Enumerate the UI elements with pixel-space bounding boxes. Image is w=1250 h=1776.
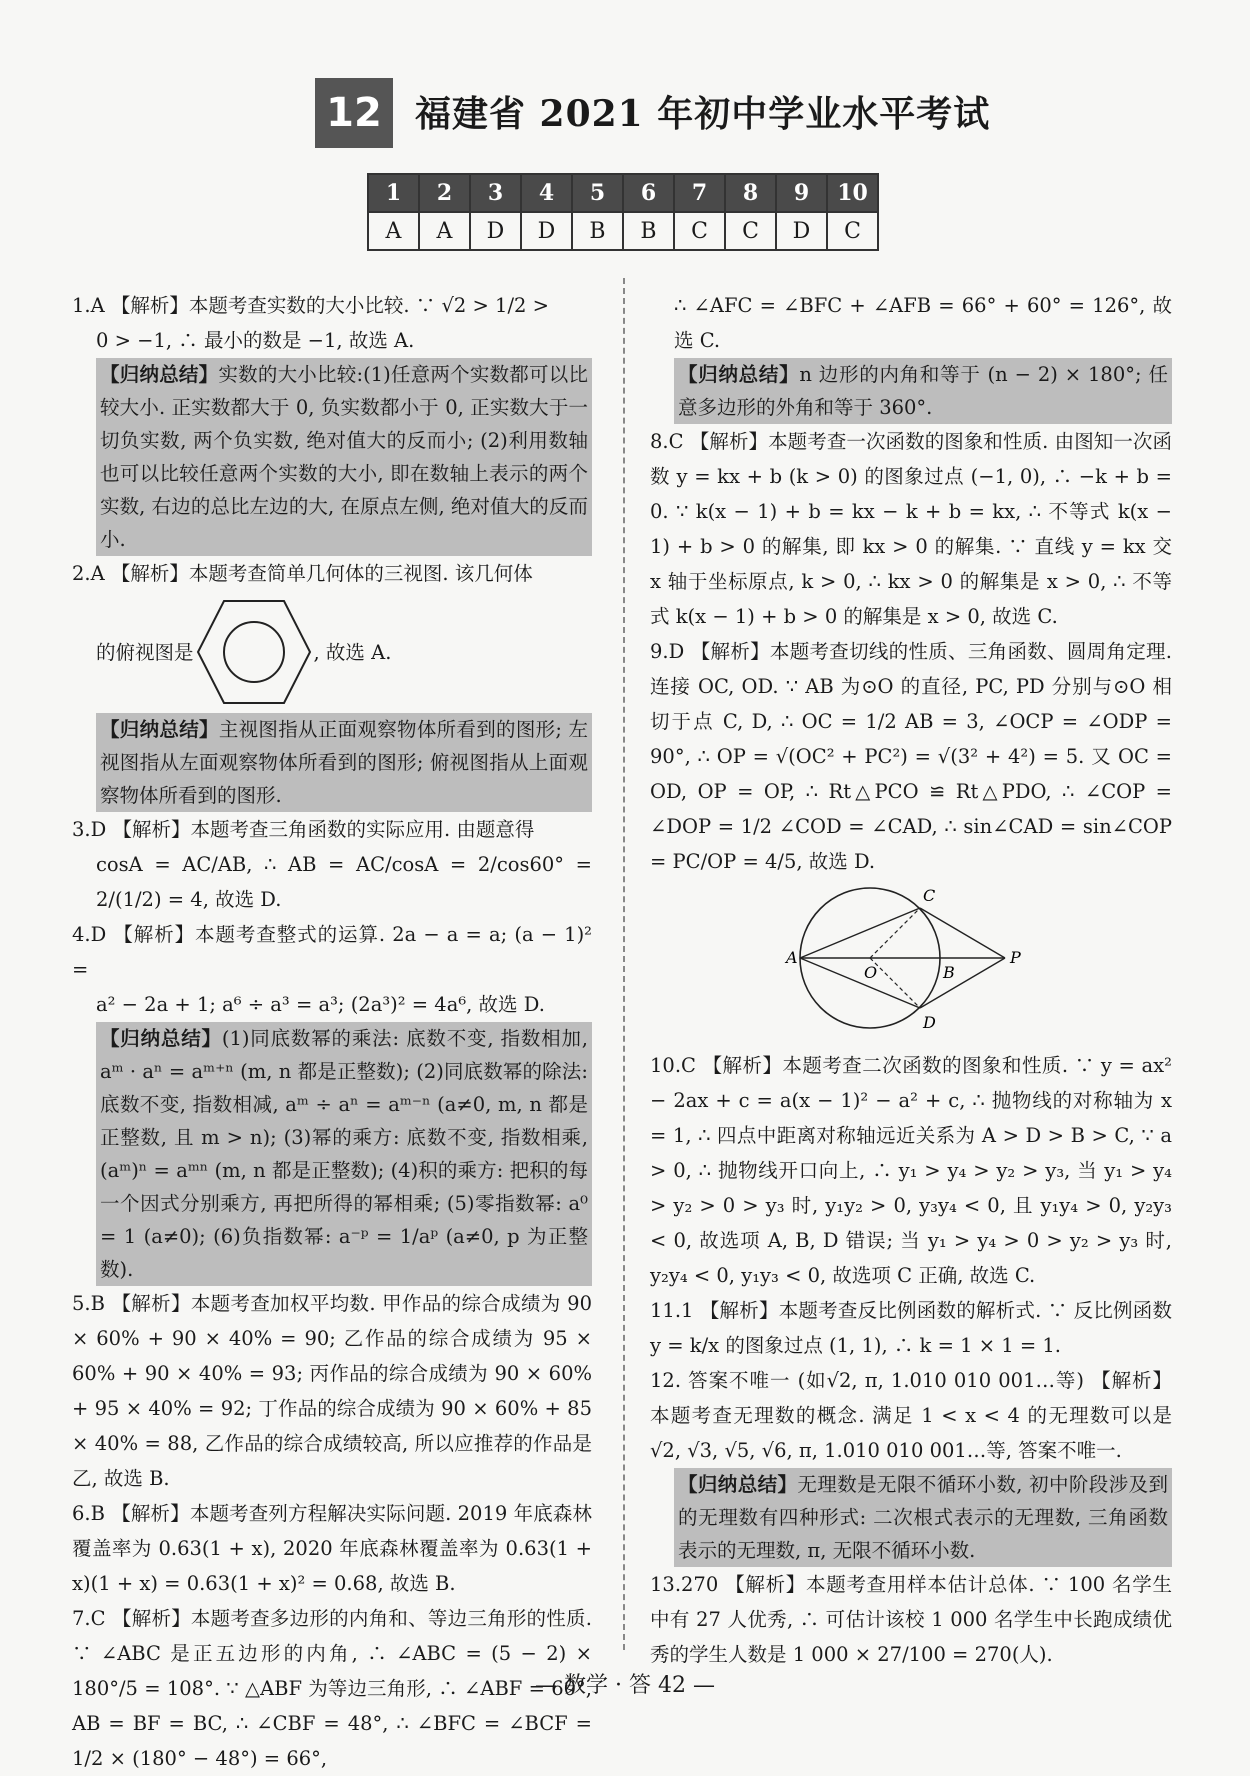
answer-table-answer-cell: A bbox=[419, 212, 470, 250]
summary-text: n 边形的内角和等于 (n − 2) × 180°; 任意多边形的外角和等于 360°. bbox=[678, 363, 1168, 419]
q2-text: 2.A 【解析】本题考查简单几何体的三视图. 该几何体 bbox=[72, 562, 533, 585]
label-c: C bbox=[923, 886, 936, 905]
label-p: P bbox=[1010, 948, 1021, 967]
column-divider bbox=[623, 278, 625, 1650]
answer-table-question-cell: 5 bbox=[572, 174, 623, 212]
label-d: D bbox=[923, 1013, 936, 1032]
answer-table-question-cell: 8 bbox=[725, 174, 776, 212]
answer-table-question-cell: 7 bbox=[674, 174, 725, 212]
q2-figure-row bbox=[96, 597, 592, 707]
q3-text-cont: cosA = AC/AB, ∴ AB = AC/cosA = 2/cos60° = 2/(1/2) = 4, 故选 D. bbox=[96, 853, 592, 911]
q12-text: 12. 答案不唯一 (如√2, π, 1.010 010 001…等) 【解析】本题考查无理数的概念. 满足 1 < x < 4 的无理数可以是 √2, √3, √5, √6, π, 1.010 010 001…等, 答案不唯一. bbox=[650, 1369, 1172, 1462]
hexagon-circle-figure bbox=[194, 597, 314, 707]
q6-text: 6.B 【解析】本题考查列方程解决实际问题. 2019 年底森林覆盖率为 0.63(1 + x), 2020 年底森林覆盖率为 0.63(1 + x)(1 + x) = 0.63(1 + x)² = 0.68, 故选 B. bbox=[72, 1502, 592, 1595]
answer-table-question-cell: 6 bbox=[623, 174, 674, 212]
answer-table-answer-cell: C bbox=[725, 212, 776, 250]
right-column bbox=[650, 288, 1172, 1672]
label-b: B bbox=[943, 963, 955, 982]
answer-table-answer-cell: C bbox=[827, 212, 878, 250]
q2-text-after: , 故选 A. bbox=[313, 640, 392, 664]
q2-summary bbox=[96, 713, 592, 812]
q8-text: 8.C 【解析】本题考查一次函数的图象和性质. 由图知一次函数 y = kx + b (k > 0) 的图象过点 (−1, 0), ∴ −k + b = 0. ∵ k(x − 1) + b = kx − k + b = kx, ∴ 不等式 k(x − 1) + b > 0 的解集, 即 kx > 0 的解集. ∵ 直线 y = kx 交 x 轴于坐标原点, k > 0, ∴ kx > 0 的解集是 x > 0, ∴ 不等式 k(x − 1) + b > 0 的解集是 x > 0, 故选 C. bbox=[650, 430, 1172, 628]
answer-table-answer-cell: C bbox=[674, 212, 725, 250]
q4-text: 4.D 【解析】本题考查整式的运算. 2a − a = a; (a − 1)² = bbox=[72, 923, 592, 981]
answer-table-question-cell: 2 bbox=[419, 174, 470, 212]
q5-text: 5.B 【解析】本题考查加权平均数. 甲作品的综合成绩为 90 × 60% + 90 × 40% = 90; 乙作品的综合成绩为 95 × 60% + 90 × 40% = 93; 丙作品的综合成绩为 90 × 60% + 95 × 40% = 92; 丁作品的综合成绩为 90 × 60% + 85 × 40% = 88, 乙作品的综合成绩较高, 所以应推荐的作品是乙, 故选 B. bbox=[72, 1292, 592, 1490]
q2-text-before: 的俯视图是 bbox=[96, 640, 194, 664]
answer-table-answer-cell: A bbox=[368, 212, 419, 250]
q11-text: 11.1 【解析】本题考查反比例函数的解析式. ∵ 反比例函数 y = k/x 的图象过点 (1, 1), ∴ k = 1 × 1 = 1. bbox=[650, 1299, 1172, 1357]
answer-table-row bbox=[368, 212, 878, 250]
page-footer: — 数学 · 答 42 — bbox=[535, 1673, 715, 1698]
answer-table-question-cell: 9 bbox=[776, 174, 827, 212]
answer-table-answer-cell: D bbox=[776, 212, 827, 250]
answer-table-question-cell: 10 bbox=[827, 174, 878, 212]
label-o: O bbox=[864, 963, 878, 982]
label-a: A bbox=[786, 948, 798, 967]
answer-table bbox=[367, 173, 879, 251]
summary-label: 【归纳总结】 bbox=[100, 363, 219, 386]
q1-text: 1.A 【解析】本题考查实数的大小比较. ∵ √2 > 1/2 > bbox=[72, 294, 549, 317]
q7-text-end: ∴ ∠AFC = ∠BFC + ∠AFB = 66° + 60° = 126°, 故选 C. bbox=[674, 294, 1172, 352]
q12-summary bbox=[674, 1468, 1172, 1567]
summary-text: (1)同底数幂的乘法: 底数不变, 指数相加, aᵐ · aⁿ = aᵐ⁺ⁿ (m, n 都是正整数); (2)同底数幂的除法: 底数不变, 指数相减, aᵐ ÷ aⁿ = aᵐ⁻ⁿ (a≠0, m, n 都是正整数, 且 m > n); (3)幂的乘方: 底数不变, 指数相乘, (aᵐ)ⁿ = aᵐⁿ (m, n 都是正整数); (4)积的乘方: 把积的每一个因式分别乘方, 再把所得的幂相乘; (5)零指数幂: a⁰ = 1 (a≠0); (6)负指数幂: a⁻ᵖ = 1/aᵖ (a≠0, p 为正整数). bbox=[100, 1027, 588, 1281]
answer-table-answer-cell: B bbox=[572, 212, 623, 250]
summary-label: 【归纳总结】 bbox=[100, 1027, 222, 1050]
circle-tangent-figure bbox=[780, 883, 1172, 1044]
answer-table-answer-cell: D bbox=[521, 212, 572, 250]
q9-text: 9.D 【解析】本题考查切线的性质、三角函数、圆周角定理. 连接 OC, OD. ∵ AB 为⊙O 的直径, PC, PD 分别与⊙O 相切于点 C, D, ∴ OC = 1/2 AB = 3, ∠OCP = ∠ODP = 90°, ∴ OP = √(OC² + PC²) = √(3² + 4²) = 5. 又 OC = OD, OP = OP, ∴ Rt△PCO ≌ Rt△PDO, ∴ ∠COP = ∠DOP = 1/2 ∠COD = ∠CAD, ∴ sin∠CAD = sin∠COP = PC/OP = 4/5, 故选 D. bbox=[650, 640, 1172, 873]
section-number: 12 bbox=[315, 78, 393, 148]
page-title: 福建省 2021 年初中学业水平考试 bbox=[415, 93, 991, 135]
summary-label: 【归纳总结】 bbox=[100, 718, 219, 741]
answer-table-question-cell: 1 bbox=[368, 174, 419, 212]
summary-text: 无理数是无限不循环小数, 初中阶段涉及到的无理数有四种形式: 二次根式表示的无理数, 三角函数表示的无理数, π, 无限不循环小数. bbox=[678, 1473, 1168, 1562]
answer-table-header bbox=[368, 174, 878, 212]
summary-label: 【归纳总结】 bbox=[678, 363, 800, 386]
q4-summary bbox=[96, 1022, 592, 1286]
q10-text: 10.C 【解析】本题考查二次函数的图象和性质. ∵ y = ax² − 2ax + c = a(x − 1)² − a² + c, ∴ 抛物线的对称轴为 x = 1, ∴ 四点中距离对称轴远近关系为 A > D > B > C, ∵ a > 0, ∴ 抛物线开口向上, ∴ y₁ > y₄ > y₂ > y₃, 当 y₁ > y₄ > y₂ > 0 > y₃ 时, y₁y₂ > 0, y₃y₄ < 0, 且 y₁y₄ > 0, y₂y₃ < 0, 故选项 A, B, D 错误; 当 y₁ > y₄ > 0 > y₂ > y₃ 时, y₂y₄ < 0, y₁y₃ < 0, 故选项 C 正确, 故选 C. bbox=[650, 1054, 1172, 1287]
q3-text: 3.D 【解析】本题考查三角函数的实际应用. 由题意得 bbox=[72, 818, 535, 841]
answer-table-question-cell: 4 bbox=[521, 174, 572, 212]
q7-summary bbox=[674, 358, 1172, 424]
answer-table-answer-cell: D bbox=[470, 212, 521, 250]
q1-text-cont: 0 > −1, ∴ 最小的数是 −1, 故选 A. bbox=[96, 329, 415, 352]
summary-label: 【归纳总结】 bbox=[678, 1473, 798, 1496]
q13-text: 13.270 【解析】本题考查用样本估计总体. ∵ 100 名学生中有 27 人优秀, ∴ 可估计该校 1 000 名学生中长跑成绩优秀的学生人数是 1 000 × 27/100 = 270(人). bbox=[650, 1573, 1172, 1666]
left-column bbox=[72, 288, 592, 1776]
answer-table-answer-cell: B bbox=[623, 212, 674, 250]
q7-text: 7.C 【解析】本题考查多边形的内角和、等边三角形的性质. ∵ ∠ABC 是正五边形的内角, ∴ ∠ABC = (5 − 2) × 180°/5 = 108°. ∵ △ABF 为等边三角形, ∴ ∠ABF = 60°, AB = BF = BC, ∴ ∠CBF = 48°, ∴ ∠BFC = ∠BCF = 1/2 × (180° − 48°) = 66°, bbox=[72, 1607, 592, 1770]
q1-summary bbox=[96, 358, 592, 556]
q4-text-cont: a² − 2a + 1; a⁶ ÷ a³ = a³; (2a³)² = 4a⁶, 故选 D. bbox=[96, 993, 545, 1016]
summary-text: 主视图指从正面观察物体所看到的图形; 左视图指从左面观察物体所看到的图形; 俯视图指从上面观察物体所看到的图形. bbox=[100, 718, 588, 807]
circle-tangent-svg bbox=[780, 883, 1030, 1033]
summary-text: 实数的大小比较:(1)任意两个实数都可以比较大小. 正实数都大于 0, 负实数都小于 0, 正实数大于一切负实数, 两个负实数, 绝对值大的反而小; (2)利用数轴也可以比较任意两个实数的大小, 即在数轴上表示的两个实数, 右边的总比左边的大, 在原点左侧, 绝对值大的反而小. bbox=[100, 363, 588, 551]
answer-table-question-cell: 3 bbox=[470, 174, 521, 212]
page-header bbox=[315, 78, 991, 148]
